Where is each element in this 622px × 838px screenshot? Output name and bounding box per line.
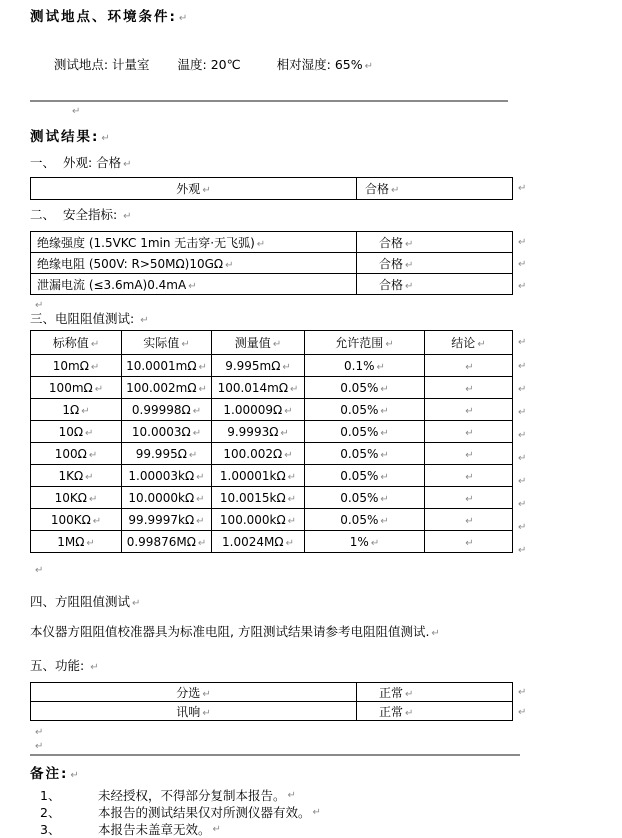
- paragraph-mark: ↵: [282, 361, 291, 373]
- heading-resistance: [30, 311, 606, 329]
- table-cell: [425, 377, 513, 399]
- cell-value: 外观: [176, 182, 201, 196]
- paragraph-mark: ↵: [196, 471, 205, 483]
- empty-paragraph: [33, 297, 606, 309]
- table-cell: [305, 465, 425, 487]
- remark-number: 3、: [40, 822, 61, 837]
- heading-sheet-resistance-text: 四、方阻阻值测试: [30, 594, 131, 609]
- table-cell: [31, 377, 122, 399]
- env-conditions-line: [30, 41, 606, 91]
- paragraph-mark: ↵: [70, 770, 79, 781]
- table-cell: [212, 487, 305, 509]
- row-end-mark: ↵: [518, 280, 527, 292]
- table-cell: [305, 355, 425, 377]
- paragraph-mark: ↵: [196, 493, 205, 505]
- table-row: [31, 232, 513, 253]
- paragraph-mark: ↵: [385, 339, 394, 350]
- paragraph-mark: ↵: [405, 707, 414, 719]
- remark-text: 本报告的测试结果仅对所测仪器有效。: [98, 805, 311, 820]
- table-cell: [122, 377, 212, 399]
- remark-item: [30, 787, 606, 804]
- row-end-mark: ↵: [518, 453, 527, 464]
- paragraph-mark: ↵: [465, 537, 474, 549]
- paragraph-mark: ↵: [405, 238, 414, 250]
- sheet-resistance-note: [30, 624, 606, 642]
- safety-table-band: [30, 231, 606, 297]
- paragraph-mark: ↵: [202, 688, 211, 700]
- divider-rule-top: [30, 100, 508, 102]
- cell-value: 100.002Ω: [223, 446, 283, 461]
- table-cell: [212, 331, 305, 355]
- remark-number: 2、: [40, 805, 61, 820]
- row-end-marks: [518, 177, 526, 200]
- paragraph-mark: ↵: [86, 537, 95, 549]
- paragraph-mark: ↵: [123, 211, 132, 222]
- table-row: [31, 421, 513, 443]
- table-row: [31, 702, 513, 721]
- paragraph-mark: ↵: [192, 427, 202, 439]
- table-row: [31, 465, 513, 487]
- cell-value: 1.0024MΩ: [222, 534, 284, 549]
- relative-humidity: 相对湿度: 65%: [276, 57, 363, 72]
- results-section-title: [30, 128, 606, 148]
- heading-functions-text: 五、功能:: [30, 658, 89, 673]
- cell-value: 0.05%: [340, 468, 379, 483]
- table-row: [31, 377, 513, 399]
- remarks-title: [30, 765, 606, 785]
- cell-value: 0.05%: [340, 402, 379, 417]
- table-cell: [305, 487, 425, 509]
- paragraph-mark: ↵: [90, 361, 100, 373]
- table-row: [31, 531, 513, 553]
- table-cell: [122, 531, 212, 553]
- paragraph-mark: ↵: [192, 405, 202, 417]
- paragraph-mark: ↵: [132, 598, 141, 609]
- paragraph-mark: ↵: [287, 790, 296, 801]
- paragraph-mark: ↵: [35, 741, 44, 752]
- paragraph-mark: ↵: [370, 537, 380, 549]
- paragraph-mark: ↵: [465, 493, 474, 505]
- table-cell: [212, 531, 305, 553]
- cell-value: 实际值: [143, 336, 180, 350]
- remark-number: 1、: [40, 788, 61, 803]
- remark-item: [30, 821, 606, 838]
- cell-value: 合格: [379, 235, 404, 250]
- env-section-title: [30, 8, 606, 28]
- cell-value: 讯响: [176, 704, 201, 719]
- heading-functions: [30, 658, 606, 676]
- table-row: [31, 355, 513, 377]
- paragraph-mark: ↵: [140, 315, 149, 326]
- cell-value: 0.05%: [340, 424, 379, 439]
- paragraph-mark: ↵: [202, 185, 211, 196]
- row-end-mark: ↵: [518, 236, 527, 248]
- cell-value: 合格: [379, 277, 404, 292]
- table-row: [31, 178, 513, 200]
- table-cell: [31, 443, 122, 465]
- row-end-mark: ↵: [518, 407, 527, 418]
- table-cell: [212, 443, 305, 465]
- table-cell: [122, 421, 212, 443]
- paragraph-mark: ↵: [272, 339, 282, 350]
- test-location: 测试地点: 计量室: [53, 57, 150, 72]
- paragraph-mark: ↵: [465, 427, 474, 439]
- cell-value: 10KΩ: [54, 490, 87, 505]
- paragraph-mark: ↵: [380, 471, 389, 483]
- function-table-band: [30, 682, 606, 722]
- table-row: [31, 253, 513, 274]
- table-cell: [305, 443, 425, 465]
- table-header-row: [31, 331, 513, 355]
- cell-value: 100Ω: [54, 446, 87, 461]
- paragraph-mark: ↵: [380, 515, 389, 527]
- paragraph-mark: ↵: [88, 449, 98, 461]
- cell-value: 1KΩ: [58, 468, 84, 483]
- table-cell: [305, 377, 425, 399]
- table-cell: [425, 443, 513, 465]
- paragraph-mark: ↵: [256, 238, 266, 250]
- heading-safety: [30, 207, 606, 225]
- row-end-marks: [518, 682, 526, 722]
- table-cell: [31, 399, 122, 421]
- table-cell: [31, 355, 122, 377]
- paragraph-mark: ↵: [465, 449, 474, 461]
- cell-value: 1.00009Ω: [223, 402, 283, 417]
- table-cell: [357, 232, 513, 253]
- paragraph-mark: ↵: [405, 688, 414, 700]
- table-cell: [31, 421, 122, 443]
- cell-value: 分选: [176, 685, 201, 700]
- remark-text: 本报告未盖章无效。: [98, 822, 211, 837]
- paragraph-mark: ↵: [312, 807, 321, 818]
- row-end-mark: ↵: [518, 545, 527, 556]
- paragraph-mark: ↵: [35, 565, 44, 576]
- paragraph-mark: ↵: [287, 515, 297, 527]
- table-cell: [357, 253, 513, 274]
- cell-value: 1.00003kΩ: [128, 468, 195, 483]
- table-cell: [357, 702, 513, 721]
- table-cell: [31, 232, 357, 253]
- appearance-table: [30, 177, 513, 200]
- paragraph-mark: ↵: [287, 471, 297, 483]
- cell-value: 1Ω: [62, 402, 80, 417]
- table-cell: [31, 487, 122, 509]
- paragraph-mark: ↵: [198, 383, 207, 395]
- table-cell: [122, 509, 212, 531]
- table-cell: [425, 331, 513, 355]
- cell-value: 结论: [451, 336, 476, 350]
- table-cell: [31, 253, 357, 274]
- cell-value: 正常: [379, 685, 404, 700]
- table-row: [31, 487, 513, 509]
- heading-sheet-resistance: [30, 594, 606, 612]
- cell-value: 10.0001mΩ: [126, 358, 197, 373]
- empty-paragraph: [33, 724, 606, 736]
- paragraph-mark: ↵: [212, 824, 221, 835]
- paragraph-mark: ↵: [85, 471, 94, 483]
- function-table: [30, 682, 513, 721]
- cell-value: 10mΩ: [52, 358, 89, 373]
- paragraph-mark: ↵: [465, 515, 474, 527]
- remark-item: [30, 804, 606, 821]
- table-cell: [305, 509, 425, 531]
- cell-value: 99.995Ω: [135, 446, 187, 461]
- cell-value: 1%: [349, 534, 369, 549]
- cell-value: 10Ω: [58, 424, 84, 439]
- table-row: [31, 509, 513, 531]
- heading-safety-text: 二、 安全指标:: [30, 207, 122, 222]
- resistance-table-band: [30, 330, 606, 562]
- table-cell: [212, 355, 305, 377]
- paragraph-mark: ↵: [380, 405, 389, 417]
- cell-value: 标称值: [52, 336, 89, 350]
- row-end-mark: ↵: [518, 430, 527, 441]
- table-cell: [122, 355, 212, 377]
- paragraph-mark: ↵: [85, 427, 94, 439]
- table-cell: [212, 399, 305, 421]
- table-cell: [425, 355, 513, 377]
- cell-value: 绝缘强度 (1.5VKC 1min 无击穿·无飞弧): [37, 235, 255, 250]
- paragraph-mark: ↵: [465, 405, 474, 417]
- paragraph-mark: ↵: [290, 383, 299, 395]
- table-cell: [357, 274, 513, 295]
- row-end-mark: ↵: [518, 476, 527, 487]
- table-cell: [122, 465, 212, 487]
- table-cell: [212, 377, 305, 399]
- table-cell: [425, 465, 513, 487]
- paragraph-mark: ↵: [225, 259, 234, 271]
- table-cell: [305, 399, 425, 421]
- row-end-mark: ↵: [518, 361, 527, 372]
- paragraph-mark: ↵: [380, 449, 389, 461]
- paragraph-mark: ↵: [196, 515, 205, 527]
- paragraph-mark: ↵: [101, 133, 110, 144]
- paragraph-mark: ↵: [380, 383, 389, 395]
- paragraph-mark: ↵: [405, 259, 414, 271]
- cell-value: 0.05%: [340, 380, 379, 395]
- row-end-mark: ↵: [518, 499, 527, 510]
- table-cell: [425, 531, 513, 553]
- resistance-table: [30, 330, 513, 553]
- paragraph-mark: ↵: [188, 449, 198, 461]
- cell-value: 允许范围: [335, 336, 384, 350]
- env-title-text: 测试地点、环境条件:: [30, 9, 177, 25]
- table-cell: [31, 178, 357, 200]
- paragraph-mark: ↵: [181, 339, 190, 350]
- paragraph-mark: ↵: [188, 280, 197, 292]
- cell-value: 10.0015kΩ: [219, 490, 286, 505]
- paragraph-mark: ↵: [35, 300, 44, 311]
- cell-value: 9.995mΩ: [225, 358, 281, 373]
- paragraph-mark: ↵: [284, 449, 293, 461]
- table-cell: [122, 487, 212, 509]
- paragraph-mark: ↵: [88, 493, 98, 505]
- heading-resistance-text: 三、电阻阻值测试:: [30, 311, 139, 326]
- cell-value: 正常: [379, 704, 404, 719]
- appearance-table-band: [30, 177, 606, 200]
- paragraph-mark: ↵: [284, 405, 293, 417]
- row-end-mark: ↵: [518, 706, 527, 718]
- table-cell: [31, 274, 357, 295]
- table-cell: [425, 399, 513, 421]
- paragraph-mark: ↵: [465, 361, 474, 373]
- cell-value: 0.1%: [344, 358, 375, 373]
- safety-table: [30, 231, 513, 295]
- cell-value: 测量值: [234, 336, 271, 350]
- cell-value: 合格: [379, 256, 404, 271]
- row-end-mark: ↵: [518, 258, 527, 270]
- row-end-mark: ↵: [518, 522, 527, 533]
- cell-value: 10.0003Ω: [131, 424, 191, 439]
- paragraph-mark: ↵: [94, 383, 104, 395]
- sheet-resistance-note-text: 本仪器方阻阻值校准器具为标准电阻, 方阻测试结果请参考电阻阻值测试.: [30, 624, 430, 639]
- cell-value: 10.0000kΩ: [128, 490, 195, 505]
- cell-value: 1.00001kΩ: [219, 468, 286, 483]
- table-cell: [305, 531, 425, 553]
- row-end-marks: [518, 231, 526, 297]
- paragraph-mark: ↵: [178, 13, 188, 24]
- table-cell: [31, 465, 122, 487]
- paragraph-mark: ↵: [380, 493, 389, 505]
- paragraph-mark: ↵: [280, 427, 289, 439]
- table-row: [31, 683, 513, 702]
- paragraph-mark: ↵: [90, 662, 99, 673]
- cell-value: 0.05%: [340, 512, 379, 527]
- table-cell: [122, 443, 212, 465]
- table-cell: [357, 683, 513, 702]
- table-cell: [31, 683, 357, 702]
- paragraph-mark: ↵: [90, 339, 100, 350]
- table-row: [31, 443, 513, 465]
- row-end-mark: ↵: [518, 183, 527, 194]
- table-cell: [212, 465, 305, 487]
- cell-value: 100mΩ: [48, 380, 93, 395]
- table-cell: [212, 509, 305, 531]
- paragraph-mark: ↵: [72, 106, 81, 117]
- table-cell: [212, 421, 305, 443]
- paragraph-mark: ↵: [285, 537, 294, 549]
- paragraph-mark: ↵: [477, 339, 486, 350]
- table-cell: [31, 531, 122, 553]
- cell-value: 0.05%: [340, 490, 379, 505]
- table-row: [31, 274, 513, 295]
- table-cell: [122, 331, 212, 355]
- cell-value: 99.9997kΩ: [128, 512, 195, 527]
- cell-value: 100.014mΩ: [217, 380, 289, 395]
- cell-value: 1MΩ: [57, 534, 85, 549]
- paragraph-mark: ↵: [431, 628, 440, 639]
- paragraph-mark: ↵: [92, 515, 102, 527]
- paragraph-mark: ↵: [202, 707, 211, 719]
- empty-paragraph: [33, 738, 606, 750]
- paragraph-mark: ↵: [364, 61, 374, 72]
- row-end-marks: [518, 330, 526, 562]
- cell-value: 0.99998Ω: [131, 402, 191, 417]
- paragraph-mark: ↵: [465, 383, 474, 395]
- paragraph-mark: ↵: [198, 361, 207, 373]
- paragraph-mark: ↵: [197, 537, 207, 549]
- heading-appearance-text: 一、 外观: 合格: [30, 155, 122, 170]
- paragraph-mark: ↵: [405, 280, 414, 292]
- table-cell: [425, 487, 513, 509]
- cell-value: 100KΩ: [50, 512, 91, 527]
- paragraph-mark: ↵: [123, 159, 132, 170]
- remarks-title-text: 备注:: [30, 766, 69, 782]
- empty-paragraph: [33, 562, 606, 574]
- table-cell: [357, 178, 513, 200]
- cell-value: 0.05%: [340, 446, 379, 461]
- table-cell: [425, 509, 513, 531]
- table-row: [31, 399, 513, 421]
- table-cell: [305, 421, 425, 443]
- paragraph-mark: ↵: [391, 185, 400, 196]
- remark-text: 未经授权，不得部分复制本报告。: [98, 788, 286, 803]
- row-end-mark: ↵: [518, 337, 527, 348]
- divider-rule-bottom: [30, 754, 520, 756]
- cell-value: 合格: [365, 182, 390, 196]
- paragraph-mark: ↵: [380, 427, 389, 439]
- cell-value: 100.002mΩ: [126, 380, 197, 395]
- row-end-mark: ↵: [518, 686, 527, 698]
- temperature: 温度: 20℃: [177, 57, 241, 72]
- cell-value: 泄漏电流 (≤3.6mA)0.4mA: [37, 277, 187, 292]
- paragraph-mark: ↵: [376, 361, 385, 373]
- table-cell: [31, 509, 122, 531]
- table-cell: [425, 421, 513, 443]
- cell-value: 绝缘电阻 (500V: R>50MΩ)10GΩ: [37, 256, 224, 271]
- paragraph-mark: ↵: [81, 405, 90, 417]
- empty-paragraph: [70, 103, 606, 115]
- paragraph-mark: ↵: [465, 471, 474, 483]
- results-title-text: 测试结果:: [30, 129, 100, 145]
- table-cell: [31, 331, 122, 355]
- paragraph-mark: ↵: [287, 493, 297, 505]
- cell-value: 0.99876MΩ: [126, 534, 196, 549]
- cell-value: 100.000kΩ: [219, 512, 286, 527]
- row-end-mark: ↵: [518, 384, 527, 395]
- heading-appearance: [30, 155, 606, 173]
- cell-value: 9.9993Ω: [227, 424, 279, 439]
- table-cell: [305, 331, 425, 355]
- table-cell: [31, 702, 357, 721]
- table-cell: [122, 399, 212, 421]
- paragraph-mark: ↵: [35, 727, 44, 738]
